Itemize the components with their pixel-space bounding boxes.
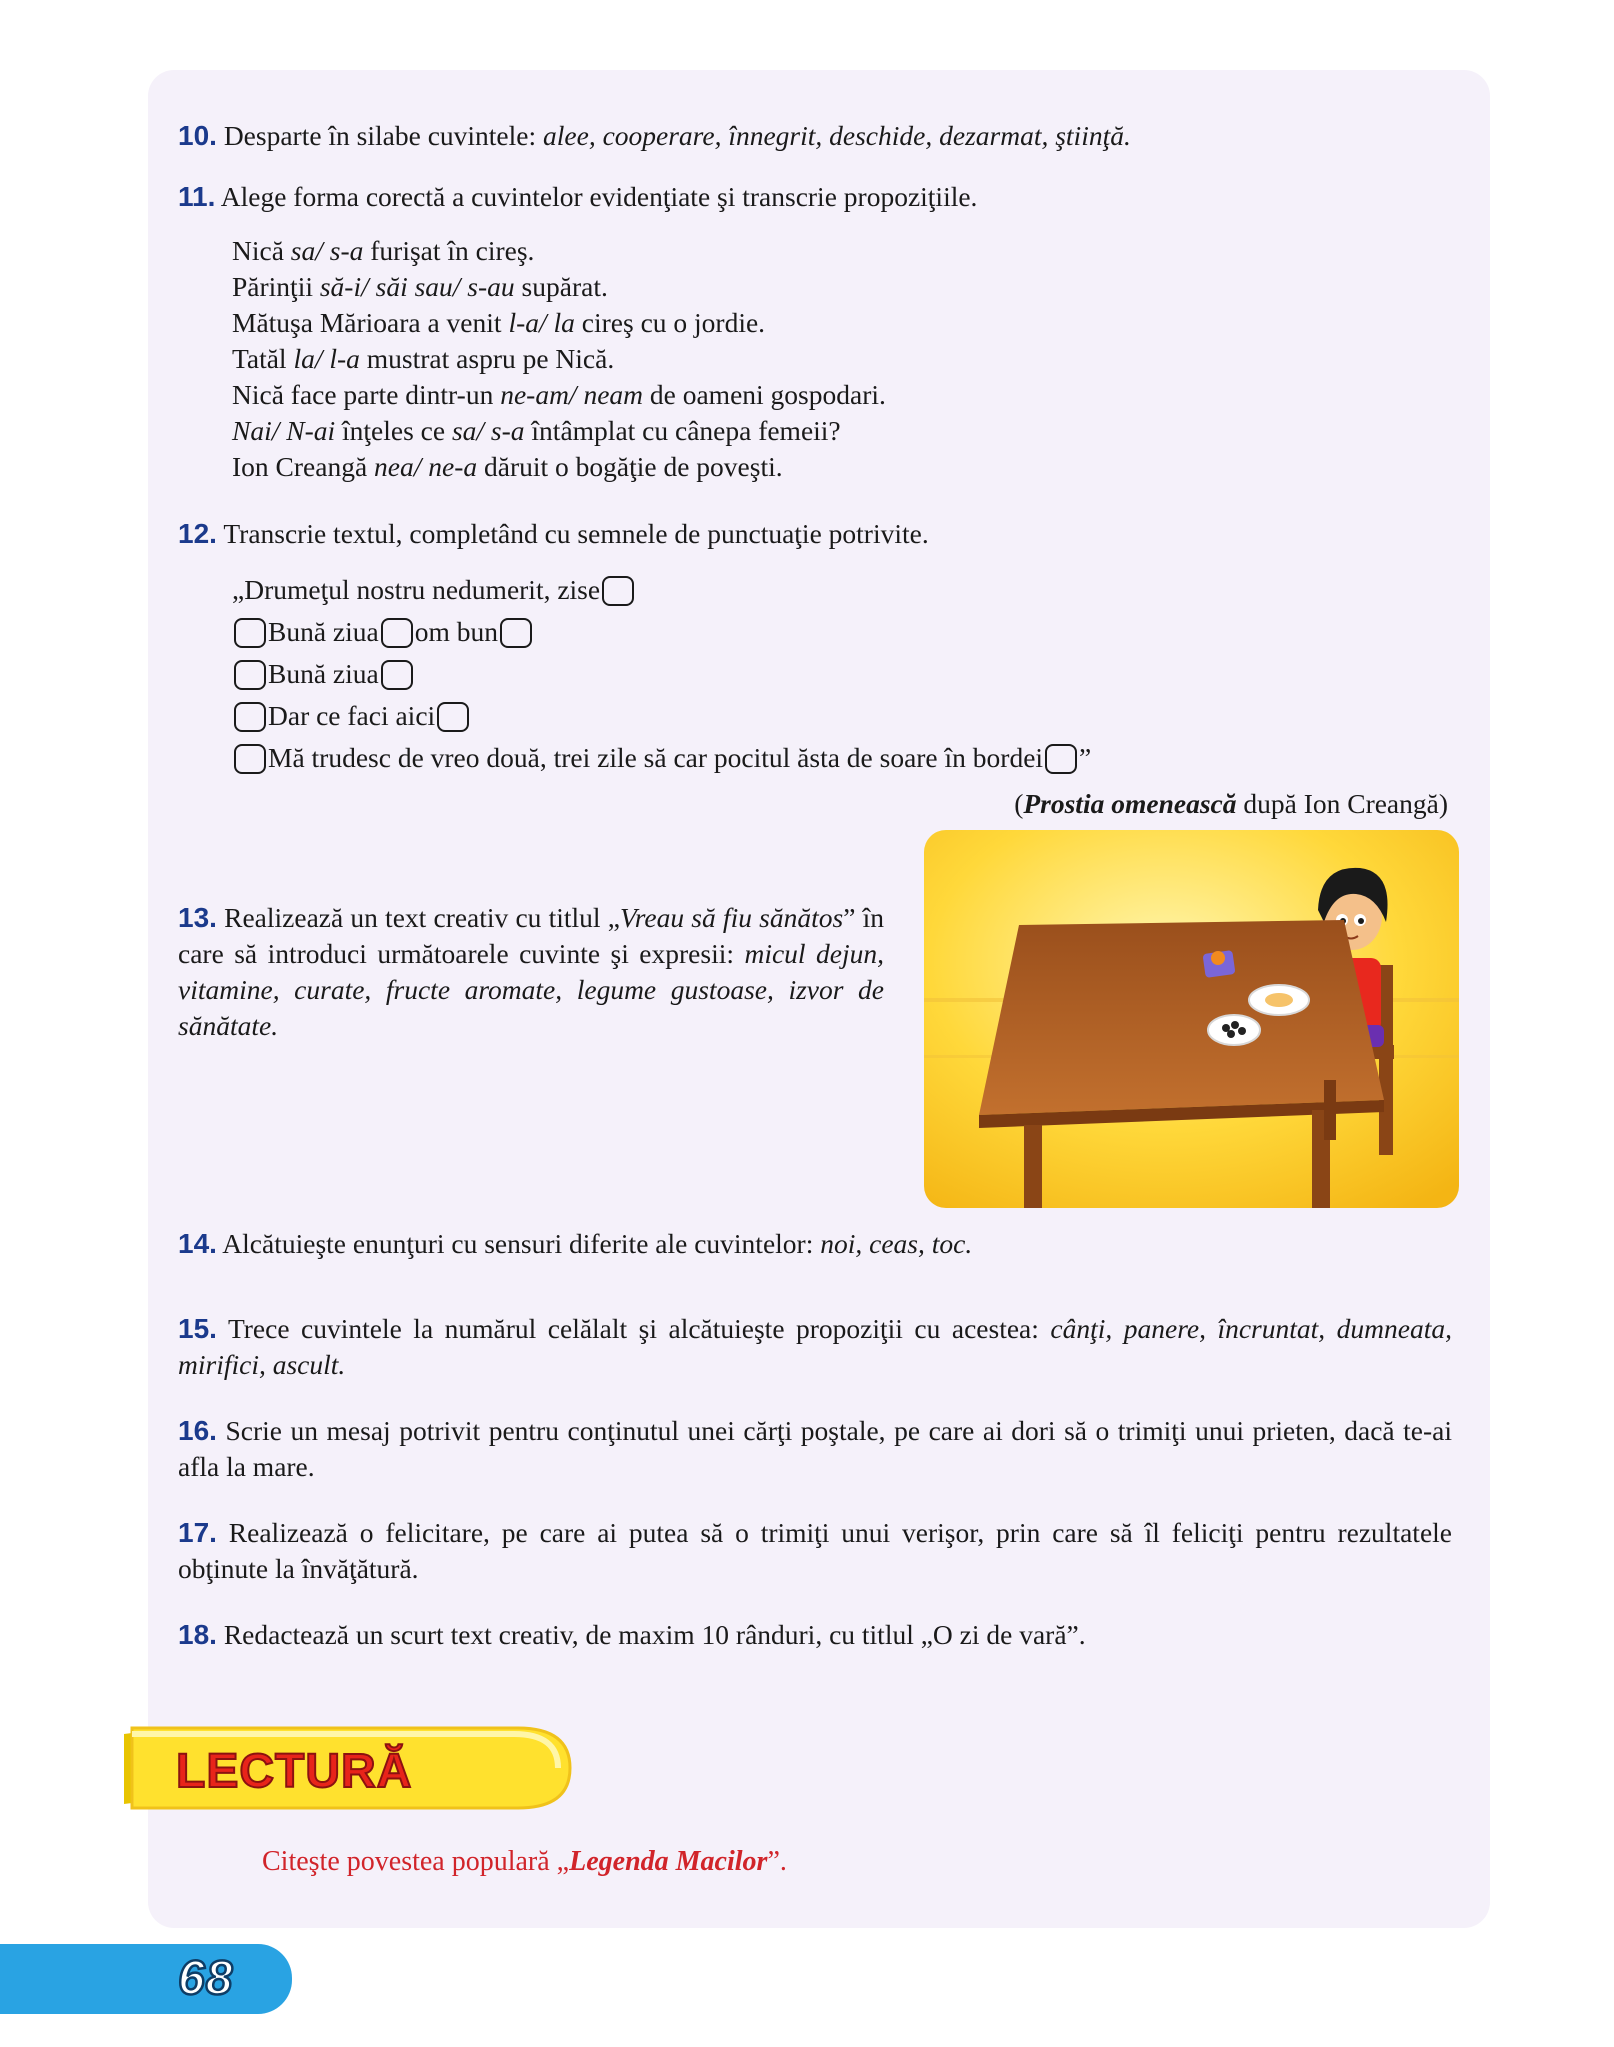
punctuation-line: Bună ziua om bun: [232, 614, 1091, 656]
source-citation: (Prostia omenească după Ion Creangă): [1014, 788, 1448, 819]
exercise-number: 10.: [178, 120, 217, 151]
sentence: Tatăl la/ l-a mustrat aspru pe Nică.: [232, 343, 615, 374]
punctuation-line: Dar ce faci aici: [232, 698, 1091, 740]
exercise-11: [178, 179, 1458, 215]
punctuation-line: „Drumeţul nostru nedumerit, zise: [232, 572, 1091, 614]
page-number: 68: [178, 1952, 234, 2005]
exercise-number: 17.: [178, 1517, 217, 1548]
breakfast-illustration: [924, 830, 1459, 1208]
exercise-16: 16. Scrie un mesaj potrivit pentru conţinutul unei cărţi poştale, pe care ai dori să o trimiţi unui prieten, dacă te-ai afla la mare.: [178, 1415, 1452, 1482]
punctuation-box[interactable]: [234, 660, 266, 690]
exercise-15: 15. Trece cuvintele la numărul celălalt şi alcătuieşte propoziţii cu acestea: cânţi, panere, încruntat, dumneata, mirifici, ascult.: [178, 1313, 1452, 1380]
exercise-17: 17. Realizează o felicitare, pe care ai putea să o trimiţi unui verişor, prin care să îl feliciţi pentru rezultatele obţinute la învăţătură.: [178, 1517, 1452, 1584]
exercise-13: 13. Realizează un text creativ cu titlul „Vreau să fiu sănătos” în care să introduci următoarele cuvinte şi expresii: micul dejun, vitamine, curate, fructe aromate, legume gustoase, izvor de sănătate.: [178, 902, 884, 1041]
sentence: Mătuşa Mărioara a venit l-a/ la cireş cu o jordie.: [232, 307, 766, 338]
sentence: Ion Creangă nea/ ne-a dăruit o bogăţie de poveşti.: [232, 451, 783, 482]
exercise-12: [178, 516, 1458, 552]
exercise-10: [178, 118, 1458, 154]
exercise-14: 14. Alcătuieşte enunţuri cu sensuri diferite ale cuvintelor: noi, ceas, toc.: [178, 1228, 973, 1259]
exercise-number: 14.: [178, 1228, 217, 1259]
exercise-number: 15.: [178, 1313, 217, 1344]
exercise-number: 13.: [178, 902, 217, 933]
punctuation-box[interactable]: [1045, 744, 1077, 774]
exercise-text: Desparte în silabe cuvintele:: [223, 120, 544, 151]
sentence: Părinţii să-i/ săi sau/ s-au supărat.: [232, 271, 608, 302]
punctuation-box[interactable]: [234, 744, 266, 774]
punctuation-line: Bună ziua: [232, 656, 1091, 698]
page-number-tab: [0, 1944, 292, 2014]
exercise-words: alee, cooperare, înnegrit, deschide, dezarmat, ştiinţă.: [543, 120, 1131, 151]
sentence: Nică face parte dintr-un ne-am/ neam de oameni gospodari.: [232, 379, 886, 410]
punctuation-box[interactable]: [234, 702, 266, 732]
punctuation-box[interactable]: [234, 618, 266, 648]
exercise-number: 16.: [178, 1415, 217, 1446]
punctuation-box[interactable]: [381, 618, 413, 648]
lectura-title: LECTURĂ: [176, 1745, 413, 1798]
exercise-18: 18. Redactează un scurt text creativ, de maxim 10 rânduri, cu titlul „O zi de vară”.: [178, 1619, 1086, 1650]
exercise-number: 18.: [178, 1619, 217, 1650]
lectura-instruction: Citeşte povestea populară „Legenda Macilor”.: [262, 1846, 787, 1877]
punctuation-box[interactable]: [602, 576, 634, 606]
exercise-number: 12.: [178, 518, 217, 549]
punctuation-text: [232, 572, 1091, 782]
exercise-number: 11.: [178, 181, 216, 212]
exercise-text: Transcrie textul, completând cu semnele de punctuaţie potrivite.: [223, 518, 929, 549]
exercise-11-sentences: [232, 233, 886, 485]
boy-at-table-image: [924, 830, 1459, 1208]
sentence: Nai/ N-ai înţeles ce sa/ s-a întâmplat cu cânepa femeii?: [232, 415, 841, 446]
punctuation-box[interactable]: [437, 702, 469, 732]
punctuation-line: Mă trudesc de vreo două, trei zile să car pocitul ăsta de soare în bordei ”: [232, 740, 1091, 782]
exercise-text: Alege forma corectă a cuvintelor evidenţiate şi transcrie propoziţiile.: [220, 181, 978, 212]
punctuation-box[interactable]: [381, 660, 413, 690]
sentence: Nică sa/ s-a furişat în cireş.: [232, 235, 535, 266]
punctuation-box[interactable]: [500, 618, 532, 648]
